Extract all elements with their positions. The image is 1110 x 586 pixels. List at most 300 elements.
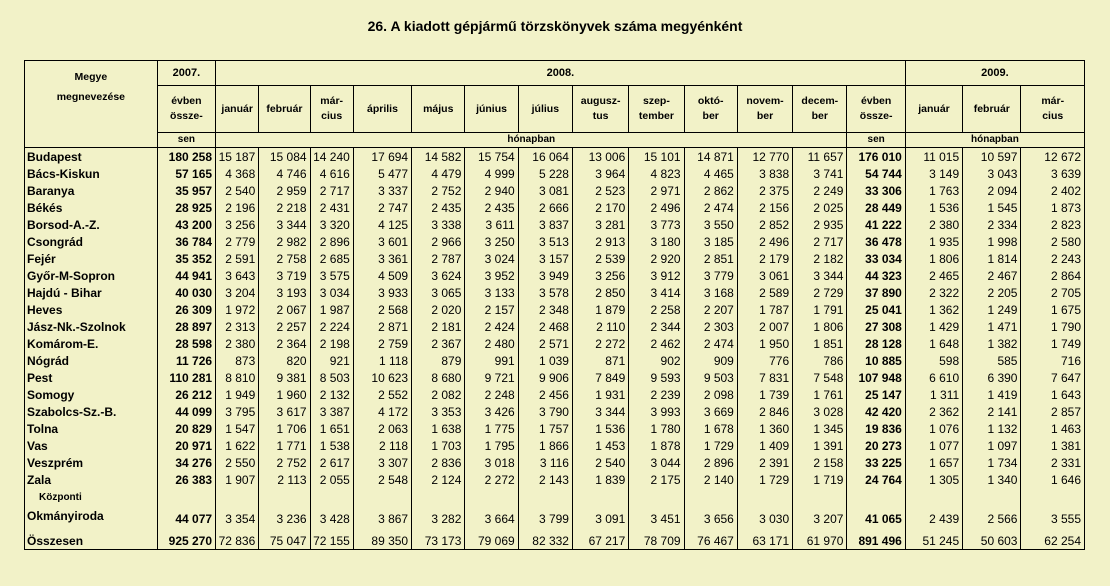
table-cell: 2 568 [353, 301, 411, 318]
table-cell: 2 474 [684, 199, 737, 216]
month-label: január [918, 102, 950, 115]
table-cell: 9 906 [518, 369, 572, 386]
table-cell: 3 204 [216, 284, 259, 301]
2009-month-0 [905, 86, 962, 133]
table-cell: 1 879 [572, 301, 628, 318]
month-label: ber [811, 110, 828, 122]
table-cell: 2 571 [518, 335, 572, 352]
table-cell: 3 168 [684, 284, 737, 301]
table-cell: 1 118 [353, 352, 411, 369]
table-cell: 17 694 [353, 148, 411, 166]
county-header [25, 61, 158, 148]
table-cell: 2 367 [412, 335, 465, 352]
table-cell: 3 428 [310, 488, 353, 526]
table-cell: 3 550 [684, 216, 737, 233]
table-row-kozponti [25, 488, 1085, 526]
table-cell: 2 110 [572, 318, 628, 335]
table-cell: 3 451 [629, 488, 684, 526]
table-cell: 776 [737, 352, 792, 369]
table-cell: 1 391 [793, 437, 847, 454]
table-cell: 4 465 [684, 165, 737, 182]
table-cell: 2 182 [793, 250, 847, 267]
table-cell: 1 780 [629, 420, 684, 437]
table-cell: 3 133 [465, 284, 518, 301]
table-cell: 2 548 [353, 471, 411, 488]
table-cell: 1 763 [905, 182, 962, 199]
table-cell: 3 741 [793, 165, 847, 182]
table-cell: 2 920 [629, 250, 684, 267]
table-cell: 3 837 [518, 216, 572, 233]
evben-2008 [847, 86, 905, 133]
table-cell: 44 077 [157, 488, 215, 526]
county-header-l2: megnevezése [56, 91, 126, 103]
table-cell: 2 759 [353, 335, 411, 352]
table-cell: 1 960 [259, 386, 310, 403]
table-cell: 879 [412, 352, 465, 369]
table-cell: 33 225 [847, 454, 905, 471]
table-cell: 2 082 [412, 386, 465, 403]
table-cell: 3 643 [216, 267, 259, 284]
table-cell: 3 185 [684, 233, 737, 250]
table-cell: 9 503 [684, 369, 737, 386]
county-name: Szabolcs-Sz.-B. [25, 403, 158, 420]
table-cell: 1 931 [572, 386, 628, 403]
table-cell: 76 467 [684, 526, 737, 550]
month-label: tus [592, 110, 609, 122]
table-cell: 4 999 [465, 165, 518, 182]
county-name: Győr-M-Sopron [25, 267, 158, 284]
table-cell: 3 307 [353, 454, 411, 471]
table-cell: 2 020 [412, 301, 465, 318]
table-cell: 3 578 [518, 284, 572, 301]
table-cell: 1 757 [518, 420, 572, 437]
table-cell: 41 222 [847, 216, 905, 233]
2008-month-6 [518, 86, 572, 133]
table-cell: 10 885 [847, 352, 905, 369]
table-cell: 2 362 [905, 403, 962, 420]
table-cell: 2 836 [412, 454, 465, 471]
table-cell: 2 272 [572, 335, 628, 352]
table-cell: 6 610 [905, 369, 962, 386]
table-row [25, 454, 1085, 471]
table-cell: 3 018 [465, 454, 518, 471]
table-cell: 2 118 [353, 437, 411, 454]
month-label: októ- [697, 95, 724, 107]
table-cell: 3 993 [629, 403, 684, 420]
table-cell: 2 717 [793, 233, 847, 250]
table-cell: 11 015 [905, 148, 962, 166]
table-cell: 36 784 [157, 233, 215, 250]
table-cell: 2 239 [629, 386, 684, 403]
table-cell: 2 851 [684, 250, 737, 267]
table-cell: 873 [216, 352, 259, 369]
table-cell: 3 043 [963, 165, 1021, 182]
table-cell: 78 709 [629, 526, 684, 550]
table-cell: 1 381 [1021, 437, 1085, 454]
table-cell: 33 034 [847, 250, 905, 267]
table-cell: 15 101 [629, 148, 684, 166]
table-cell: 4 172 [353, 403, 411, 420]
table-cell: 2 205 [963, 284, 1021, 301]
county-name: Budapest [25, 148, 158, 166]
table-cell: 2 181 [412, 318, 465, 335]
table-cell: 62 254 [1021, 526, 1085, 550]
table-cell: 35 957 [157, 182, 215, 199]
table-cell: 2 141 [963, 403, 1021, 420]
table-cell: 14 871 [684, 148, 737, 166]
table-cell: 3 344 [793, 267, 847, 284]
month-label: január [221, 102, 253, 115]
evben-2008-line: össze- [859, 110, 893, 122]
month-label: már- [1041, 95, 1065, 107]
table-cell: 1 775 [465, 420, 518, 437]
2008-month-11 [793, 86, 847, 133]
table-cell: 1 305 [905, 471, 962, 488]
table-cell: 2 143 [518, 471, 572, 488]
table-cell: 15 084 [259, 148, 310, 166]
table-cell: 13 006 [572, 148, 628, 166]
table-cell: 2 157 [465, 301, 518, 318]
table-cell: 2 467 [963, 267, 1021, 284]
month-label: július [531, 102, 560, 115]
table-cell: 36 478 [847, 233, 905, 250]
evben-sen-2008: sen [847, 133, 905, 148]
table-cell: 1 972 [216, 301, 259, 318]
table-cell: 2 862 [684, 182, 737, 199]
kozponti-line1: Központi [39, 492, 82, 503]
table-cell: 2 747 [353, 199, 411, 216]
table-cell: 37 890 [847, 284, 905, 301]
table-cell: 3 361 [353, 250, 411, 267]
table-cell: 2 462 [629, 335, 684, 352]
table-cell: 57 165 [157, 165, 215, 182]
table-cell: 28 925 [157, 199, 215, 216]
table-cell: 2 539 [572, 250, 628, 267]
table-cell: 8 503 [310, 369, 353, 386]
table-cell: 2 971 [629, 182, 684, 199]
table-cell: 1 643 [1021, 386, 1085, 403]
county-name: Baranya [25, 182, 158, 199]
table-cell: 3 236 [259, 488, 310, 526]
month-label: szep- [642, 95, 670, 107]
table-cell: 3 180 [629, 233, 684, 250]
table-cell: 871 [572, 352, 628, 369]
table-cell: 2 846 [737, 403, 792, 420]
table-cell: 4 823 [629, 165, 684, 182]
table-cell: 107 948 [847, 369, 905, 386]
month-label: február [973, 102, 1010, 115]
table-cell: 44 323 [847, 267, 905, 284]
table-cell: 1 340 [963, 471, 1021, 488]
table-cell: 14 240 [310, 148, 353, 166]
table-cell: 3 952 [465, 267, 518, 284]
table-cell: 3 354 [216, 488, 259, 526]
table-cell: 2 375 [737, 182, 792, 199]
table-cell: 2 258 [629, 301, 684, 318]
county-name: Jász-Nk.-Szolnok [25, 318, 158, 335]
table-cell: 2 823 [1021, 216, 1085, 233]
table-cell: 2 249 [793, 182, 847, 199]
table-cell: 3 555 [1021, 488, 1085, 526]
county-name: Somogy [25, 386, 158, 403]
table-cell: 2 098 [684, 386, 737, 403]
table-cell: 2 787 [412, 250, 465, 267]
table-cell: 1 249 [963, 301, 1021, 318]
table-cell: 2 940 [465, 182, 518, 199]
table-cell: 2 752 [412, 182, 465, 199]
table-cell: 786 [793, 352, 847, 369]
table-cell: 1 806 [793, 318, 847, 335]
table-cell: 3 933 [353, 284, 411, 301]
table-cell: 2 871 [353, 318, 411, 335]
table-cell: 2 959 [259, 182, 310, 199]
table-cell: 925 270 [157, 526, 215, 550]
table-cell: 2 752 [259, 454, 310, 471]
table-row [25, 165, 1085, 182]
table-cell: 1 949 [216, 386, 259, 403]
table-cell: 2 540 [216, 182, 259, 199]
month-label: már- [320, 95, 344, 107]
table-cell: 1 873 [1021, 199, 1085, 216]
table-cell: 24 764 [847, 471, 905, 488]
table-cell: 3 387 [310, 403, 353, 420]
table-cell: 2 431 [310, 199, 353, 216]
table-cell: 1 547 [216, 420, 259, 437]
table-cell: 176 010 [847, 148, 905, 166]
table-cell: 28 128 [847, 335, 905, 352]
table-cell: 3 867 [353, 488, 411, 526]
county-name: Összesen [25, 526, 158, 550]
year-2008-header: 2008. [216, 61, 906, 86]
table-cell: 8 810 [216, 369, 259, 386]
table-cell: 2 717 [310, 182, 353, 199]
table-cell: 2 666 [518, 199, 572, 216]
table-cell: 7 548 [793, 369, 847, 386]
table-cell: 2 552 [353, 386, 411, 403]
table-cell: 3 091 [572, 488, 628, 526]
table-row [25, 233, 1085, 250]
county-name: Borsod-A.-Z. [25, 216, 158, 233]
2008-month-9 [684, 86, 737, 133]
table-cell: 3 414 [629, 284, 684, 301]
month-label: április [366, 102, 398, 115]
table-row [25, 216, 1085, 233]
table-row [25, 352, 1085, 369]
table-cell: 34 276 [157, 454, 215, 471]
table-cell: 3 030 [737, 488, 792, 526]
table-cell: 2 966 [412, 233, 465, 250]
table-cell: 2 380 [216, 335, 259, 352]
table-cell: 2 566 [963, 488, 1021, 526]
table-cell: 716 [1021, 352, 1085, 369]
table-cell: 1 739 [737, 386, 792, 403]
table-cell: 1 077 [905, 437, 962, 454]
table-cell: 180 258 [157, 148, 215, 166]
table-cell: 1 851 [793, 335, 847, 352]
county-name: Vas [25, 437, 158, 454]
table-cell: 2 496 [737, 233, 792, 250]
table-cell: 3 065 [412, 284, 465, 301]
table-cell: 2 198 [310, 335, 353, 352]
table-cell: 33 306 [847, 182, 905, 199]
table-cell: 1 729 [684, 437, 737, 454]
table-cell: 7 849 [572, 369, 628, 386]
table-cell: 2 456 [518, 386, 572, 403]
county-name: Fejér [25, 250, 158, 267]
table-cell: 2 380 [905, 216, 962, 233]
table-cell: 3 344 [572, 403, 628, 420]
table-cell: 1 935 [905, 233, 962, 250]
table-cell: 2 156 [737, 199, 792, 216]
table-cell: 1 907 [216, 471, 259, 488]
table-cell: 82 332 [518, 526, 572, 550]
table-cell: 3 353 [412, 403, 465, 420]
month-label: cius [1042, 110, 1064, 122]
table-cell: 2 007 [737, 318, 792, 335]
table-row-total [25, 526, 1085, 550]
table-cell: 3 601 [353, 233, 411, 250]
table-cell: 3 337 [353, 182, 411, 199]
table-cell: 2 474 [684, 335, 737, 352]
table-cell: 11 726 [157, 352, 215, 369]
county-name: Hajdú - Bihar [25, 284, 158, 301]
table-cell: 1 998 [963, 233, 1021, 250]
table-cell: 3 656 [684, 488, 737, 526]
table-cell: 3 256 [572, 267, 628, 284]
table-cell: 3 338 [412, 216, 465, 233]
table-cell: 1 463 [1021, 420, 1085, 437]
table-cell: 2 218 [259, 199, 310, 216]
table-cell: 2 589 [737, 284, 792, 301]
2008-month-10 [737, 86, 792, 133]
month-label: novem- [746, 95, 784, 107]
table-row [25, 437, 1085, 454]
table-cell: 2 158 [793, 454, 847, 471]
table-cell: 79 069 [465, 526, 518, 550]
table-cell: 2 496 [629, 199, 684, 216]
month-label: ber [756, 110, 774, 122]
table-cell: 2 257 [259, 318, 310, 335]
table-cell: 3 912 [629, 267, 684, 284]
table-cell: 1 311 [905, 386, 962, 403]
table-cell: 2 322 [905, 284, 962, 301]
table-cell: 1 651 [310, 420, 353, 437]
kozponti-line2: Okmányiroda [27, 509, 104, 523]
table-cell: 1 806 [905, 250, 962, 267]
table-cell: 3 044 [629, 454, 684, 471]
table-cell: 1 678 [684, 420, 737, 437]
table-cell: 1 382 [963, 335, 1021, 352]
table-cell: 909 [684, 352, 737, 369]
table-cell: 2 864 [1021, 267, 1085, 284]
table-cell: 2 913 [572, 233, 628, 250]
month-label: decem- [801, 95, 839, 107]
table-cell: 3 964 [572, 165, 628, 182]
2008-month-4 [412, 86, 465, 133]
table-cell: 4 509 [353, 267, 411, 284]
table-row [25, 369, 1085, 386]
table-cell: 3 799 [518, 488, 572, 526]
county-name: Zala [25, 471, 158, 488]
month-label: február [266, 102, 303, 115]
honapban-2009: hónapban [905, 133, 1084, 148]
table-cell: 2 055 [310, 471, 353, 488]
county-name: Bács-Kiskun [25, 165, 158, 182]
table-row [25, 403, 1085, 420]
table-cell: 2 705 [1021, 284, 1085, 301]
table-cell: 42 420 [847, 403, 905, 420]
table-cell: 72 836 [216, 526, 259, 550]
table-cell: 3 282 [412, 488, 465, 526]
table-cell: 2 850 [572, 284, 628, 301]
table-cell: 3 193 [259, 284, 310, 301]
table-cell: 2 094 [963, 182, 1021, 199]
table-cell: 9 721 [465, 369, 518, 386]
month-label: augusz- [580, 95, 621, 107]
table-row [25, 318, 1085, 335]
table-cell: 110 281 [157, 369, 215, 386]
table-row [25, 335, 1085, 352]
table-cell: 1 787 [737, 301, 792, 318]
honapban-2008: hónapban [216, 133, 847, 148]
table-row [25, 471, 1085, 488]
table-cell: 3 664 [465, 488, 518, 526]
table-cell: 3 838 [737, 165, 792, 182]
2008-month-2 [310, 86, 353, 133]
table-cell: 2 580 [1021, 233, 1085, 250]
county-header-l1: Megye [74, 71, 108, 83]
table-cell: 28 598 [157, 335, 215, 352]
table-row [25, 148, 1085, 166]
table-cell: 61 970 [793, 526, 847, 550]
table-cell: 1 719 [793, 471, 847, 488]
table-cell: 2 175 [629, 471, 684, 488]
table-cell: 1 429 [905, 318, 962, 335]
table-cell: 1 703 [412, 437, 465, 454]
month-label: ber [702, 110, 719, 122]
table-cell: 28 449 [847, 199, 905, 216]
table-cell: 1 790 [1021, 318, 1085, 335]
table-cell: 26 309 [157, 301, 215, 318]
table-cell: 2 067 [259, 301, 310, 318]
table-cell: 2 779 [216, 233, 259, 250]
table-cell: 41 065 [847, 488, 905, 526]
table-cell: 2 140 [684, 471, 737, 488]
table-cell: 921 [310, 352, 353, 369]
table-cell: 1 729 [737, 471, 792, 488]
table-cell: 2 179 [737, 250, 792, 267]
table-cell: 1 453 [572, 437, 628, 454]
table-cell: 2 124 [412, 471, 465, 488]
table-cell: 43 200 [157, 216, 215, 233]
table-cell: 20 273 [847, 437, 905, 454]
table-cell: 25 041 [847, 301, 905, 318]
county-name: Tolna [25, 420, 158, 437]
table-cell: 2 982 [259, 233, 310, 250]
table-cell: 2 391 [737, 454, 792, 471]
month-label: cius [321, 110, 343, 122]
table-cell: 2 857 [1021, 403, 1085, 420]
table-cell: 1 132 [963, 420, 1021, 437]
table-cell: 3 250 [465, 233, 518, 250]
evben-2007 [157, 86, 215, 133]
county-name: Békés [25, 199, 158, 216]
table-cell: 598 [905, 352, 962, 369]
table-cell: 3 061 [737, 267, 792, 284]
table-cell: 28 897 [157, 318, 215, 335]
table-cell: 2 758 [259, 250, 310, 267]
table-cell: 1 039 [518, 352, 572, 369]
